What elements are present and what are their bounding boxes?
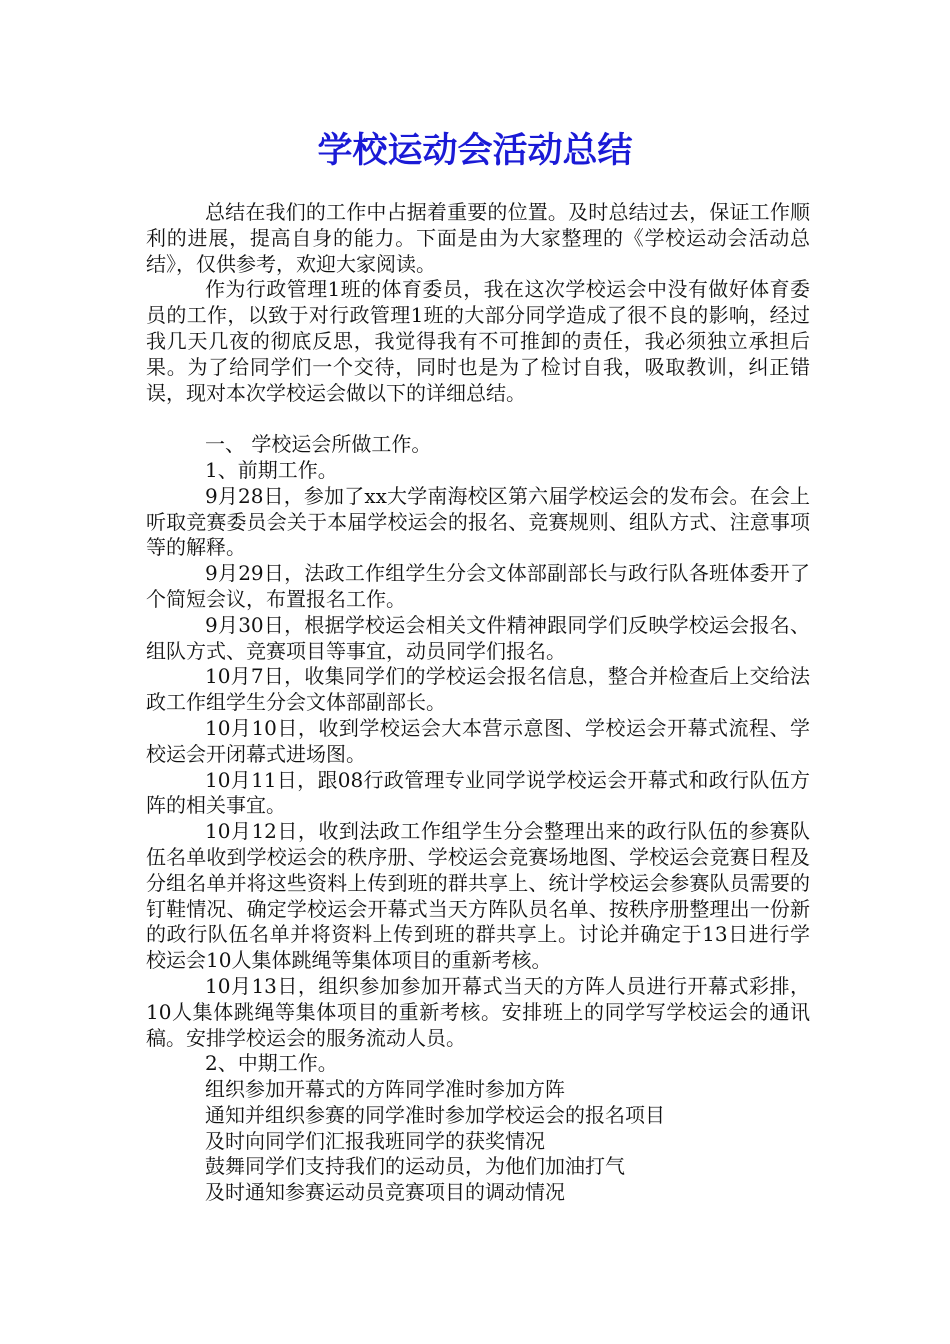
section-heading: 一、 学校运会所做工作。 (205, 432, 432, 457)
body-paragraph: 作为行政管理1班的体育委员，我在这次学校运会中没有做好体育委员的工作，以致于对行政管理1班的大部分同学造成了很不良的影响，经过我几天几夜的彻底反思，我觉得我有不可推卸的责任，我必须独立承担后果。为了给同学们一个交待，同时也是为了检讨自我，吸取教训，纠正错误，现对本次学校运会做以下的详细总结。 (146, 277, 810, 405)
list-item: 鼓舞同学们支持我们的运动员，为他们加油打气 (205, 1154, 625, 1179)
body-paragraph: 10月12日，收到法政工作组学生分会整理出来的政行队伍的参赛队伍名单收到学校运会的秩序册、学校运会竞赛场地图、学校运会竞赛日程及分组名单并将这些资料上传到班的群共享上、统计学校运会参赛队员需要的钉鞋情况、确定学校运会开幕式当天方阵队员名单、按秩序册整理出一份新的政行队伍名单并将资料上传到班的群共享上。讨论并确定于13日进行学校运会10人集体跳绳等集体项目的重新考核。 (146, 819, 810, 973)
list-item: 组织参加开幕式的方阵同学准时参加方阵 (205, 1077, 565, 1102)
blank-line (146, 406, 810, 432)
subsection-heading: 2、中期工作。 (205, 1051, 338, 1076)
body-paragraph: 10月10日，收到学校运会大本营示意图、学校运会开幕式流程、学校运会开闭幕式进场图。 (146, 715, 810, 766)
body-paragraph: 10月13日，组织参加参加开幕式当天的方阵人员进行开幕式彩排，10人集体跳绳等集体项目的重新考核。安排班上的同学写学校运会的通讯稿。安排学校运会的服务流动人员。 (146, 973, 810, 1050)
body-paragraph: 9月28日，参加了xx大学南海校区第六届学校运会的发布会。在会上听取竞赛委员会关于本届学校运会的报名、竞赛规则、组队方式、注意事项等的解释。 (146, 483, 810, 560)
body-paragraph: 10月11日，跟08行政管理专业同学说学校运会开幕式和政行队伍方阵的相关事宜。 (146, 767, 810, 818)
body-paragraph: 10月7日，收集同学们的学校运会报名信息，整合并检查后上交给法政工作组学生分会文体部副部长。 (146, 664, 810, 715)
document-title: 学校运动会活动总结 (317, 131, 633, 171)
list-item: 及时向同学们汇报我班同学的获奖情况 (205, 1128, 545, 1153)
body-paragraph: 9月29日，法政工作组学生分会文体部副部长与政行队各班体委开了个简短会议，布置报名工作。 (146, 561, 810, 611)
list-item: 通知并组织参赛的同学准时参加学校运会的报名项目 (205, 1102, 665, 1127)
intro-paragraph: 总结在我们的工作中占据着重要的位置。及时总结过去，保证工作顺利的进展，提高自身的能力。下面是由为大家整理的《学校运动会活动总结》，仅供参考，欢迎大家阅读。 (146, 200, 810, 276)
body-paragraph: 9月30日，根据学校运会相关文件精神跟同学们反映学校运会报名、组队方式、竞赛项目等事宜，动员同学们报名。 (146, 612, 810, 663)
list-item: 及时通知参赛运动员竞赛项目的调动情况 (205, 1180, 565, 1205)
subsection-heading: 1、前期工作。 (205, 457, 338, 482)
document-body (146, 200, 810, 1206)
